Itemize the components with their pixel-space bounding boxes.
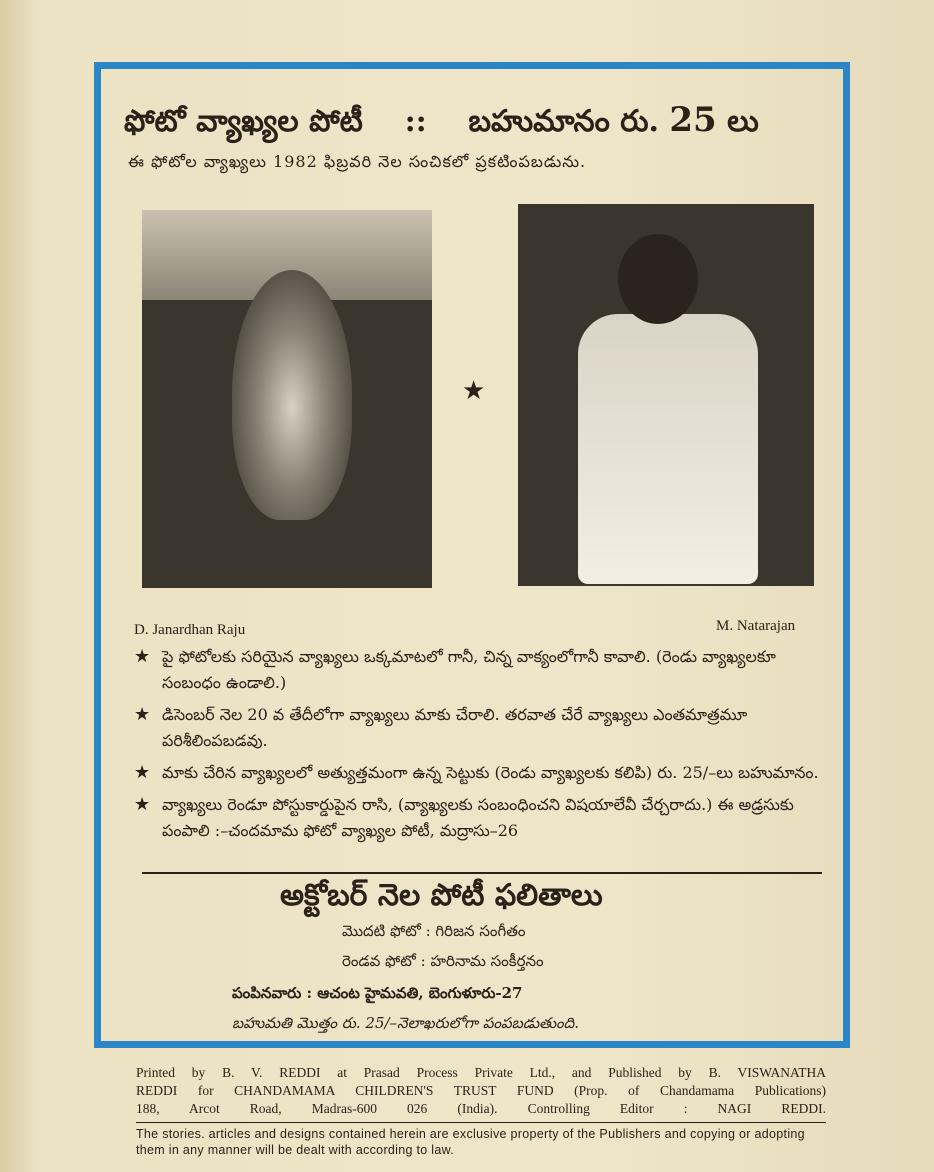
- page-title: [124, 100, 824, 146]
- title-right: బహుమానం రు.: [468, 104, 659, 139]
- right-photo-credit: M. Natarajan: [716, 618, 796, 634]
- girl-dress: [578, 314, 758, 584]
- result-sender: పంపినవారు : ఆచంట హైమవతి, బెంగుళూరు-27: [232, 984, 523, 1002]
- imprint-line-1: Printed by B. V. REDDI at Prasad Process Private Ltd., and Published by B. VISWANATHA: [136, 1065, 826, 1080]
- imprint-line-2: REDDI for CHANDAMAMA CHILDREN'S TRUST FUND (Prop. of Chandamama Publications): [136, 1083, 826, 1098]
- star-icon: ★: [134, 704, 151, 725]
- star-icon: ★: [134, 646, 151, 667]
- result-second-photo: రెండవ ఫోటో : హరినామ సంకీర్తనం: [342, 952, 544, 970]
- footer-divider: [136, 1122, 826, 1123]
- rule-item: [134, 644, 824, 696]
- cat-photo: [142, 210, 432, 588]
- star-icon: ★: [134, 762, 151, 783]
- rule-item: [134, 702, 824, 754]
- rule-text: డిసెంబర్ నెల 20 వ తేదీలోగా వ్యాఖ్యలు మాకు చేరాలి. తరవాత చేరే వ్యాఖ్యలు ఎంతమాత్రమూ పరిశీలింపబడవు.: [162, 705, 748, 750]
- section-divider: [142, 872, 822, 874]
- prize-amount: 25: [669, 100, 717, 140]
- star-icon: ★: [462, 376, 486, 406]
- subtitle: ఈ ఫోటోల వ్యాఖ్యలు 1982 ఫిబ్రవరి నెల సంచికలో ప్రకటింపబడును.: [128, 152, 587, 171]
- cat-figure: [232, 270, 352, 520]
- rule-text: మాకు చేరిన వ్యాఖ్యలలో అత్యుత్తమంగా ఉన్న సెట్టుకు (రెండు వ్యాఖ్యలకు కలిపి) రు. 25/–లు బహుమానం.: [162, 763, 819, 782]
- imprint-line-3: 188, Arcot Road, Madras-600 026 (India). Controlling Editor : NAGI REDDI.: [136, 1101, 826, 1116]
- rule-item: [134, 792, 824, 844]
- copyright-note: The stories. articles and designs contained herein are exclusive property of the Publishers and copying or adopting them in any manner will be dealt with according to law.: [136, 1127, 805, 1157]
- imprint: [136, 1064, 826, 1118]
- result-first-photo: మొదటి ఫోటో : గిరిజన సంగీతం: [342, 922, 526, 940]
- girl-head: [618, 234, 698, 324]
- rule-item: [134, 760, 824, 786]
- title-left: ఫోటో వ్యాఖ్యల పోటీ: [124, 104, 363, 139]
- prize-suffix: లు: [727, 104, 759, 139]
- girl-photo: [518, 204, 814, 586]
- rule-text: వ్యాఖ్యలు రెండూ పోస్టుకార్డుపైన రాసి, (వ్యాఖ్యలకు సంబంధించని విషయాలేవీ చేర్చరాదు.) ఈ అడ్రసుకు పంపాలి :–చందమామ ఫోటో వ్యాఖ్యల పోటీ, మద్రాసు–26: [162, 795, 794, 840]
- left-photo-credit: D. Janardhan Raju: [134, 622, 246, 638]
- results-title: అక్టోబర్ నెల పోటీ ఫలితాలు: [280, 878, 603, 913]
- rules-list: [134, 644, 824, 850]
- star-icon: ★: [134, 794, 151, 815]
- rule-text: పై ఫోటోలకు సరియైన వ్యాఖ్యలు ఒక్కమాటలో గానీ, చిన్న వాక్యంలోగానీ కావాలి. (రెండు వ్యాఖ్యలకూ సంబంధం ఉండాలి.): [162, 647, 776, 692]
- result-prize: బహుమతి మొత్తం రు. 25/–నెలాఖరులోగా పంపబడుతుంది.: [232, 1014, 580, 1032]
- title-separator: ::: [404, 104, 427, 139]
